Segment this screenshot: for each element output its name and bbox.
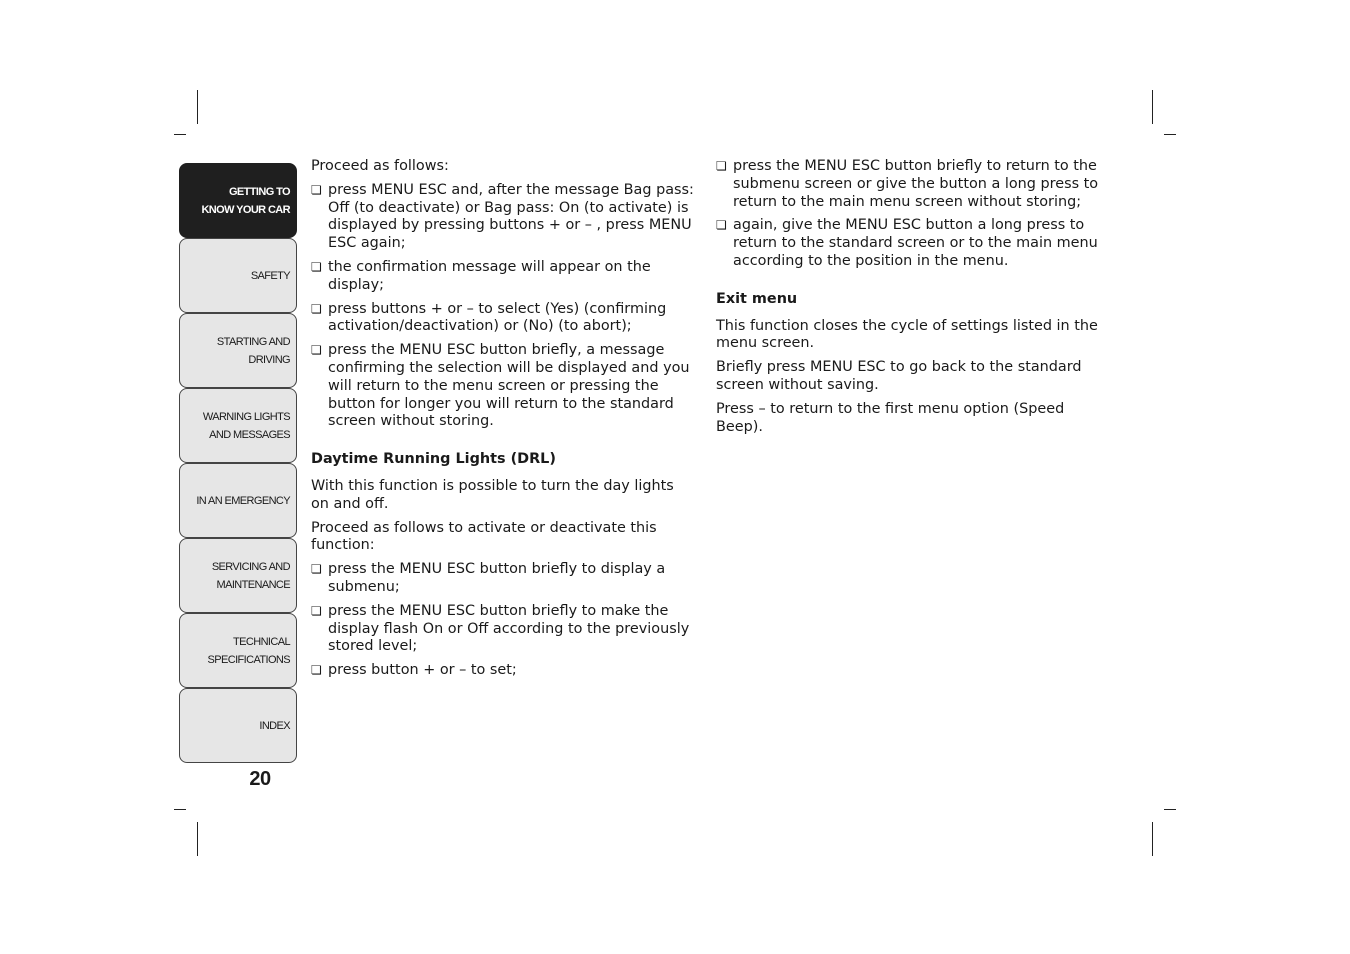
paragraph: Proceed as follows: (311, 158, 449, 174)
section-tabs (179, 163, 297, 763)
tab-getting-to-know-your-car[interactable] (179, 163, 297, 238)
tab-label: IN AN EMERGENCY (196, 494, 290, 507)
section-heading: Exit menu (716, 290, 798, 307)
tab-label: STARTING AND DRIVING (216, 335, 290, 366)
tab-label: WARNING LIGHTS AND MESSAGES (202, 410, 290, 441)
tab-label: SERVICING AND MAINTENANCE (211, 560, 290, 591)
paragraph: Press – to return to the first menu option (Speed Beep). (716, 400, 1065, 435)
text-column-right (716, 158, 1100, 442)
tab-warning-lights-and-messages[interactable] (179, 388, 297, 463)
crop-mark (1164, 134, 1176, 135)
list-item: ❏ press the MENU ESC button briefly to display a submenu; (311, 561, 695, 597)
tab-in-an-emergency[interactable] (179, 463, 297, 538)
list-item: ❏ again, give the MENU ESC button a long press to return to the standard screen or to the main menu according to the position in the menu. (716, 217, 1100, 270)
tab-label: GETTING TO KNOW YOUR CAR (201, 185, 290, 216)
tab-servicing-and-maintenance[interactable] (179, 538, 297, 613)
tab-safety[interactable] (179, 238, 297, 313)
tab-label: SAFETY (250, 269, 290, 282)
list-item: ❏ the confirmation message will appear on the display; (311, 259, 695, 295)
text-column-left (311, 158, 695, 686)
list-item: ❏ press MENU ESC and, after the message Bag pass: Off (to deactivate) or Bag pass: On (to activate) is displayed by pressing buttons + or – , press MENU ESC again; (311, 182, 695, 253)
tab-label: TECHNICAL SPECIFICATIONS (207, 635, 290, 666)
list-item: ❏ press the MENU ESC button briefly, a message confirming the selection will be displayed and you will return to the menu screen or pressing the button for longer you will return to the standard screen without storing. (311, 342, 695, 431)
paragraph: Briefly press MENU ESC to go back to the standard screen without saving. (716, 359, 1082, 393)
paragraph: Proceed as follows to activate or deactivate this function: (311, 519, 657, 554)
tab-index[interactable] (179, 688, 297, 763)
tab-starting-and-driving[interactable] (179, 313, 297, 388)
crop-mark (197, 90, 198, 124)
crop-mark (174, 134, 186, 135)
crop-mark (1152, 90, 1153, 124)
list-item: ❏ press the MENU ESC button briefly to make the display flash On or Off according to the previously stored level; (311, 603, 695, 656)
list-item: ❏ press button + or – to set; (311, 662, 695, 680)
crop-mark (197, 822, 198, 856)
paragraph: This function closes the cycle of settings listed in the menu screen. (716, 317, 1098, 352)
tab-label: INDEX (259, 719, 290, 732)
page-number: 20 (249, 768, 271, 790)
crop-mark (1164, 809, 1176, 810)
list-item: ❏ press the MENU ESC button briefly to return to the submenu screen or give the button a long press to return to the main menu screen without storing; (716, 158, 1100, 211)
crop-mark (174, 809, 186, 810)
section-heading: Daytime Running Lights (DRL) (311, 451, 556, 468)
tab-technical-specifications[interactable] (179, 613, 297, 688)
paragraph: With this function is possible to turn the day lights on and off. (311, 477, 674, 512)
list-item: ❏ press buttons + or – to select (Yes) (confirming activation/deactivation) or (No) (to abort); (311, 301, 695, 337)
crop-mark (1152, 822, 1153, 856)
